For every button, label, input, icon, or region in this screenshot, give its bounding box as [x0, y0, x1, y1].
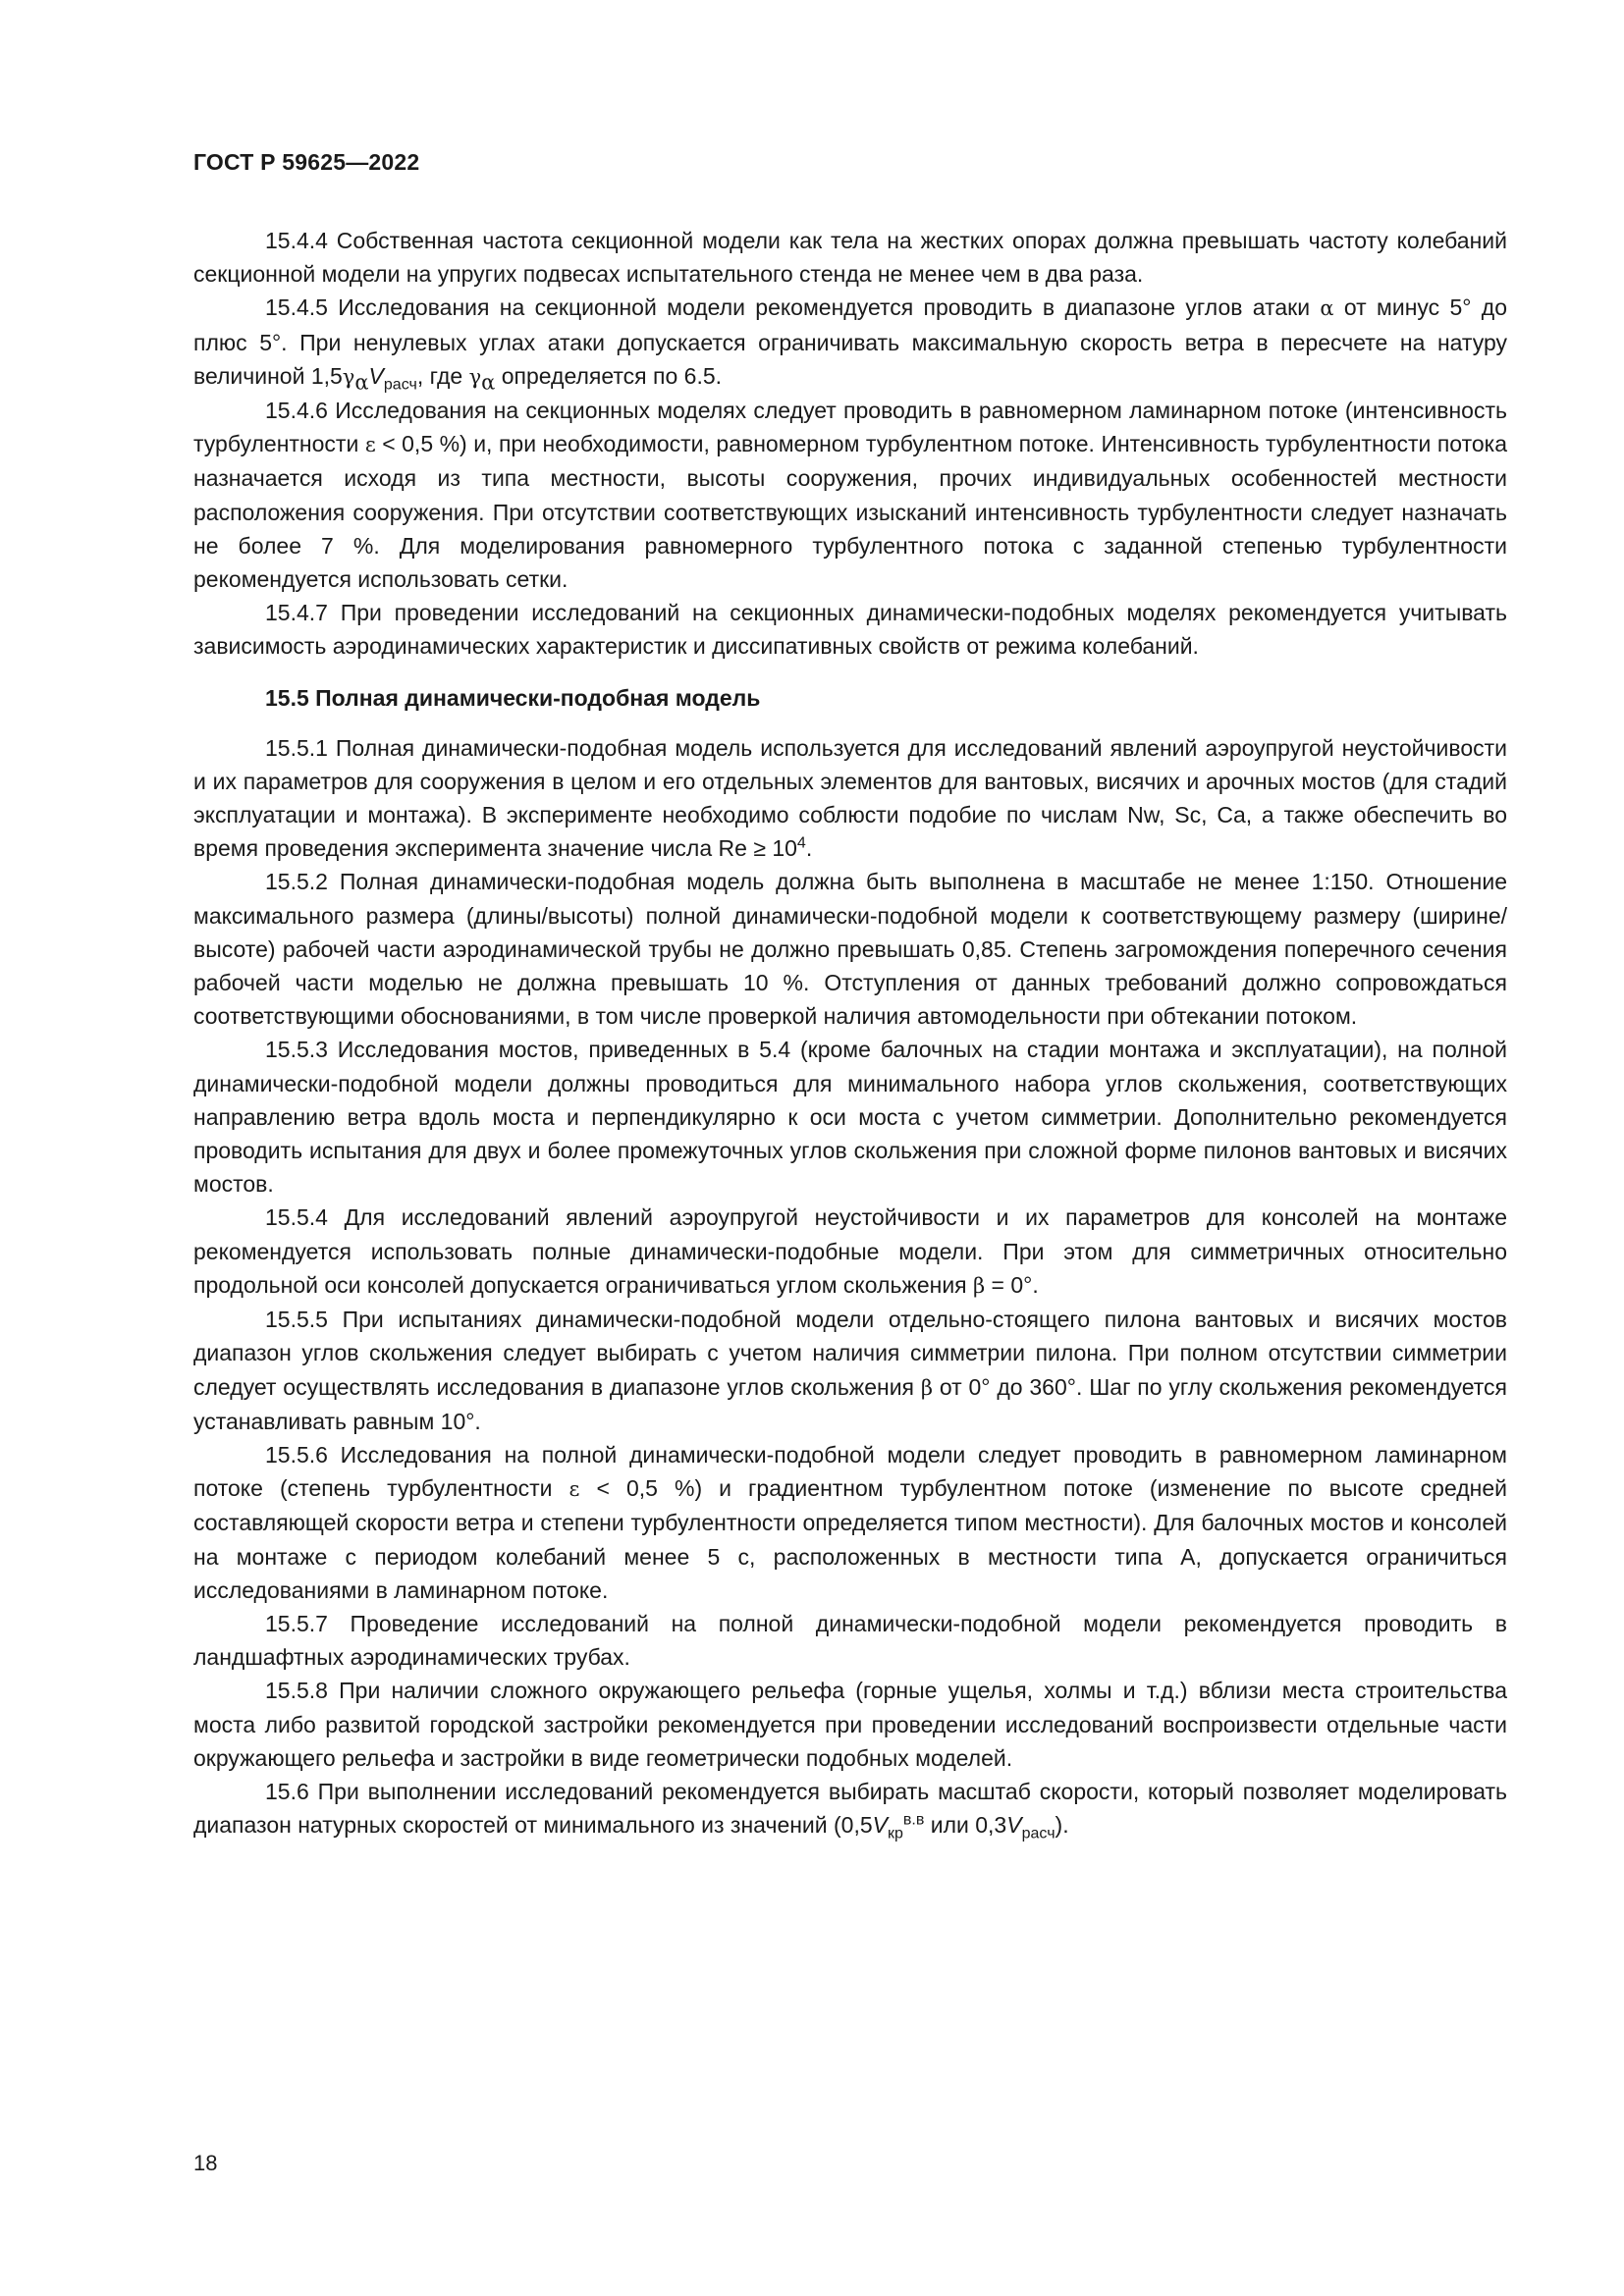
superscript-exponent: 4 [796, 834, 806, 852]
section-heading-15-5: 15.5 Полная динамически-подобная модель [265, 684, 761, 711]
page-number: 18 [193, 2151, 218, 2175]
text-run: от минус 5° до плюс 5°. При ненулевых углах атаки допускается ограничивать максимальную скорость ветра в пересчете на натуру величиной 1,5 [193, 294, 1507, 389]
subscript-alpha: α [481, 370, 496, 395]
text-run: или 0,3 [924, 1812, 1007, 1839]
subscript-rasch: расч [383, 376, 417, 394]
text-run: 15.4.5 Исследования на секционной модели рекомендуется проводить в диапазоне углов атаки [265, 294, 1321, 321]
superscript-vv: в.в [902, 1811, 925, 1829]
symbol-beta: β [973, 1273, 986, 1298]
symbol-epsilon: ε [364, 433, 376, 457]
text-run: 15.5.5 При испытаниях динамически-подобной модели отдельно-стоящего пилона вантовых и висячих мостов диапазон углов скольжения следует выбирать с учетом наличия симметрии пилона. При полном отсутствии симметрии следует осуществлять исследования в диапазоне углов скольжения [193, 1307, 1507, 1400]
text-run: , где [416, 362, 469, 389]
symbol-gamma: γ [468, 364, 482, 389]
paragraph-15-5-7: 15.5.7 Проведение исследований на полной динамически-подобной модели рекомендуется проводить в ландшафтных аэродинамических трубах. [193, 1610, 1507, 1671]
symbol-beta: β [920, 1375, 933, 1400]
symbol-v: V [1006, 1812, 1022, 1839]
document-header: ГОСТ Р 59625—2022 [193, 149, 420, 175]
text-run: 15.6 При выполнении исследований рекомендуется выбирать масштаб скорости, который позволяет моделировать диапазон натурных скоростей от минимального из значений (0,5 [193, 1778, 1507, 1839]
symbol-epsilon: ε [568, 1477, 580, 1502]
text-run: = 0°. [985, 1271, 1039, 1298]
text-run: 15.5.1 Полная динамически-подобная модель используется для исследований явлений аэроупругой неустойчивости и их параметров для сооружения в целом и его отдельных элементов для вантовых, висячих и арочных мостов (для стадий эксплуатации и монтажа). В эксперименте необходимо соблюсти подобие по числам Nw, Sc, Ca, а также обеспечить во время проведения эксперимента значение числа Re ≥ 10 [193, 734, 1507, 862]
subscript-rasch: расч [1021, 1825, 1056, 1842]
text-run: ). [1055, 1812, 1069, 1839]
paragraph-15-5-6 [193, 1438, 1507, 1607]
text-run: 15.5.4 Для исследований явлений аэроупругой неустойчивости и их параметров для консолей на монтаже рекомендуется использовать полные динамически-подобные модели. При этом для симметричных относительно продольной оси консолей допускается ограничиваться углом скольжения [193, 1204, 1507, 1298]
document-body [193, 224, 1507, 1842]
paragraph-15-4-4: 15.4.4 Собственная частота секционной модели как тела на жестких опорах должна превышать частоту колебаний секционной модели на упругих подвесах испытательного стенда не менее чем в два раза. [193, 228, 1507, 288]
paragraph-15-5-5 [193, 1303, 1507, 1438]
symbol-alpha: α [1320, 296, 1334, 321]
text-run: от 0° до 360°. Шаг по углу скольжения рекомендуется устанавливать равным 10°. [193, 1373, 1507, 1434]
paragraph-15-5-8: 15.5.8 При наличии сложного окружающего рельефа (горные ущелья, холмы и т.д.) вблизи места строительства моста либо развитой городской застройки рекомендуется при проведении исследований воспроизвести отдельные части окружающего рельефа и застройки в виде геометрически подобных моделей. [193, 1678, 1507, 1771]
paragraph-15-5-3: 15.5.3 Исследования мостов, приведенных в 5.4 (кроме балочных на стадии монтажа и эксплуатации), на полной динамически-подобной модели должны проводиться для минимального набора углов скольжения, соответствующих направлению ветра вдоль моста и перпендикулярно к оси моста с учетом симметрии. Дополнительно рекомендуется проводить испытания для двух и более промежуточных углов скольжения при сложной форме пилонов вантовых и висячих мостов. [193, 1037, 1507, 1198]
paragraph-15-5-4 [193, 1201, 1507, 1303]
paragraph-15-5-1 [193, 731, 1507, 866]
paragraph-15-5-2: 15.5.2 Полная динамически-подобная модель должна быть выполнена в масштабе не менее 1:150. Отношение максимального размера (длины/высоты) полной динамически-подобной модели к соответствующему размеру (ширине/высоте) рабочей части аэродинамической трубы не должно превышать 0,85. Степень загромождения поперечного сечения рабочей части моделью не должна превышать 10 %. Отступления от данных требований должно сопровождаться соответствующими обоснованиями, в том числе проверкой наличия автомодельности при обтекании потоком. [193, 869, 1507, 1030]
subscript-kr: кр [888, 1825, 903, 1842]
paragraph-15-4-7: 15.4.7 При проведении исследований на секционных динамически-подобных моделях рекомендуется учитывать зависимость аэродинамических характеристик и диссипативных свойств от режима колебаний. [193, 600, 1507, 660]
text-run: определяется по 6.5. [495, 362, 723, 389]
text-run: < 0,5 %) и градиентном турбулентном потоке (изменение по высоте средней составляющей скорости ветра и степени турбулентности определяется типом местности). Для балочных мостов и консолей на монтаже с периодом колебаний менее 5 с, расположенных в местности типа А, допускается ограничиться исследованиями в ламинарном потоке. [193, 1475, 1508, 1603]
symbol-v: V [368, 362, 384, 389]
paragraph-15-6 [193, 1775, 1507, 1842]
symbol-v: V [872, 1812, 888, 1839]
text-run: 15.4.6 Исследования на секционных моделях следует проводить в равномерном ламинарном потоке (интенсивность турбулентности [193, 398, 1507, 457]
text-run: . [805, 835, 813, 862]
subscript-alpha: α [354, 370, 369, 395]
paragraph-15-4-5 [193, 291, 1507, 394]
text-run: 15.5.6 Исследования на полной динамически-подобной модели следует проводить в равномерном ламинарном потоке (степень турбулентности [193, 1441, 1507, 1502]
text-run: < 0,5 %) и, при необходимости, равномерном турбулентном потоке. Интенсивность турбулентности потока назначается исходя из типа местности, высоты сооружения, прочих индивидуальных особенностей местности расположения сооружения. При отсутствии соответствующих изысканий интенсивность турбулентности следует назначать не более 7 %. Для моделирования равномерного турбулентного потока с заданной степенью турбулентности рекомендуется использовать сетки. [193, 431, 1508, 593]
paragraph-15-4-6 [193, 394, 1507, 596]
symbol-gamma: γ [342, 364, 355, 389]
